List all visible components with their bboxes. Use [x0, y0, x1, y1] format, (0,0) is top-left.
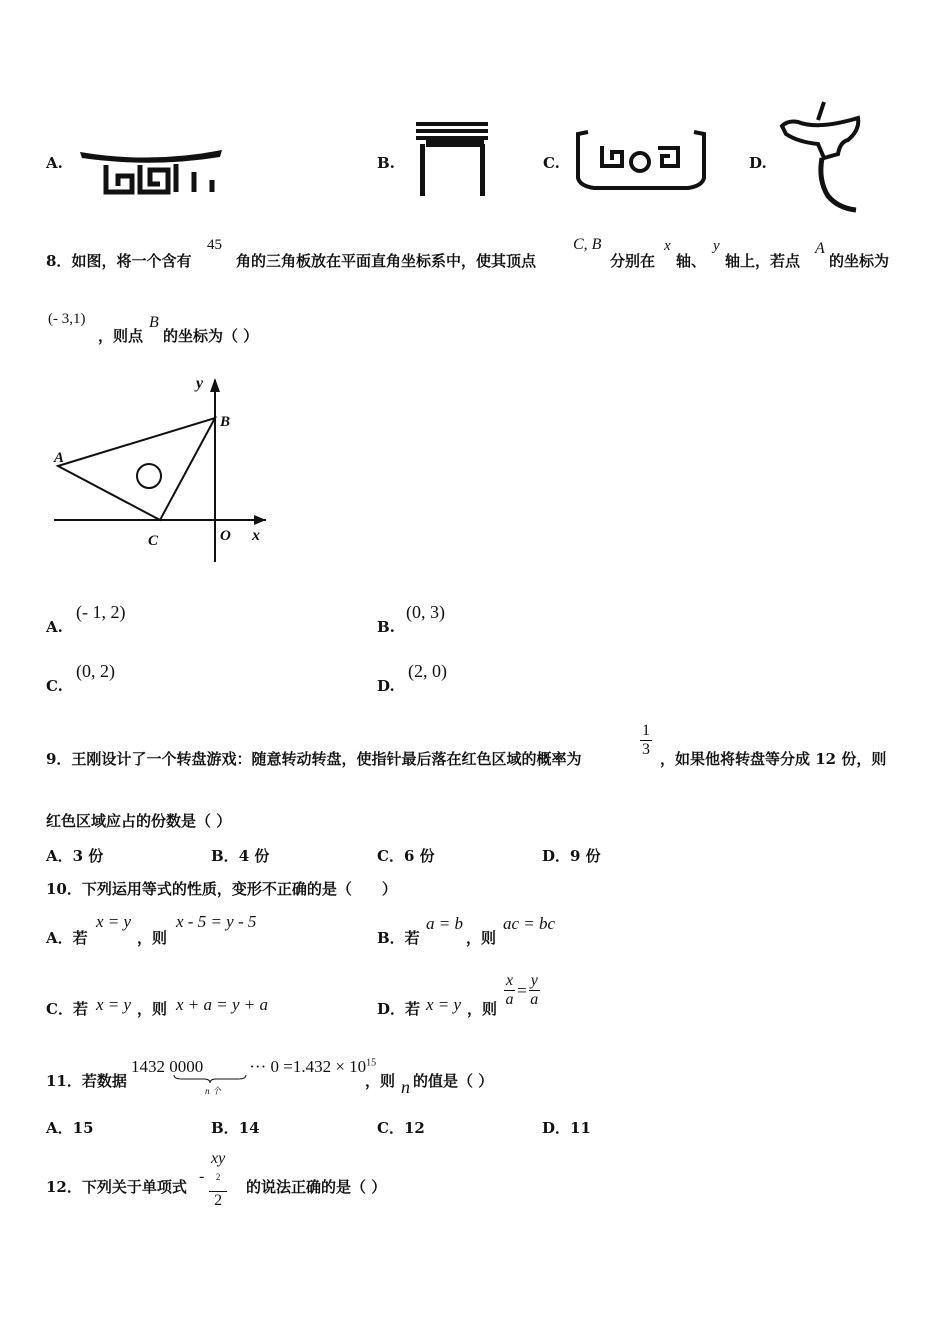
q8-figure-y-label: y	[196, 375, 204, 392]
q8-point-a: A	[815, 240, 825, 257]
q9-stem-line1b: ，如果他将转盘等分成 12 份，则	[660, 750, 887, 768]
q9-fraction-denominator: 3	[642, 741, 650, 758]
q9-stem-line2: 红色区域应占的份数是（ ）	[46, 812, 232, 830]
q7-label-c: C.	[543, 154, 560, 172]
q9-option-d	[542, 845, 601, 866]
q8-option-c-label: C.	[46, 677, 63, 695]
q11-n-var: n	[401, 1077, 410, 1097]
q7-label-a: A.	[46, 154, 63, 172]
q11-underbrace	[172, 1074, 248, 1084]
q11-option-b-label: B．	[211, 1119, 239, 1137]
q7-option-c-image	[574, 126, 708, 192]
q12-stem-number: 12．下列关于单项式	[46, 1178, 187, 1196]
q8-figure-c-label: C	[148, 533, 159, 549]
q10-d-fraction1-denominator: a	[505, 991, 514, 1008]
q10-d-fraction2-numerator: y	[530, 972, 538, 989]
q9-option-a	[46, 845, 103, 866]
q7-label-b: B.	[377, 154, 395, 172]
q11-option-a-value: 15	[72, 1119, 94, 1137]
q10-option-b-then: ，则	[466, 929, 497, 947]
q10-option-a-label: A．若	[46, 929, 88, 947]
q11-option-b	[211, 1117, 260, 1138]
q9-option-a-label: A．	[46, 847, 73, 865]
q10-option-d-condition: x = y	[426, 995, 462, 1014]
q10-option-a-result: x - 5 = y - 5	[176, 912, 257, 931]
q10-option-c-condition: x = y	[96, 995, 132, 1014]
q10-option-a-condition: x = y	[96, 912, 132, 931]
q8-text-3: 分别在	[610, 252, 656, 270]
q7-label-d: D.	[749, 154, 767, 172]
q8-y-var: y	[713, 238, 720, 254]
q8-text-1: 如图，将一个含有	[71, 252, 192, 270]
q10-option-b-result: ac = bc	[503, 914, 556, 933]
q8-point-b: B	[149, 314, 159, 331]
q11-option-a	[46, 1117, 94, 1138]
q8-x-var: x	[664, 238, 671, 254]
q9-option-b-label: B．	[211, 847, 239, 865]
q7-option-d-image	[778, 100, 864, 214]
q11-option-d-value: 11	[570, 1119, 591, 1137]
q10-d-fraction1-numerator: x	[506, 972, 514, 989]
q7-option-b-image	[412, 118, 494, 198]
q9-option-c-value: 6 份	[403, 847, 435, 865]
q9-option-a-value: 3 份	[72, 847, 104, 865]
q10-option-b-label: B．若	[377, 929, 420, 947]
q8-text-4: 轴、	[676, 252, 707, 270]
q11-expression-digits: 1432 0000	[131, 1057, 204, 1076]
q11-expression-rest: ··· 0 =1.432 × 10	[249, 1057, 367, 1076]
q11-option-c-label: C．	[377, 1119, 404, 1137]
q10-option-d-result	[504, 972, 540, 1009]
q8-option-d-label: D.	[377, 677, 395, 695]
q10-d-fraction2-denominator: a	[530, 991, 539, 1008]
q8-text-6: 的坐标为	[829, 252, 890, 270]
q10-option-a-then: ，则	[137, 929, 168, 947]
q11-option-c-value: 12	[403, 1119, 425, 1137]
q12-monomial-denominator: 2	[214, 1192, 223, 1210]
q10-option-c-label: C．若	[46, 1000, 88, 1018]
q8-option-a-value: (- 1, 2)	[76, 602, 126, 622]
q10-d-equals: =	[517, 980, 527, 1000]
q8-option-b-label: B.	[377, 618, 395, 636]
q10-option-c-result: x + a = y + a	[176, 995, 269, 1014]
q11-option-d	[542, 1117, 591, 1138]
q10-stem: 10．下列运用等式的性质，变形不正确的是（ ）	[46, 880, 397, 898]
q9-option-b	[211, 845, 269, 866]
q9-option-c	[377, 845, 435, 866]
q11-exponent: 15	[366, 1057, 377, 1069]
q8-figure	[44, 372, 276, 572]
q8-option-b-value: (0, 3)	[406, 602, 445, 622]
q8-angle: 45	[207, 237, 222, 253]
q10-option-d-then: ，则	[467, 1000, 498, 1018]
q8-coord-a: (- 3,1)	[48, 311, 86, 327]
q10-option-c-then: ，则	[137, 1000, 168, 1018]
q8-option-a-label: A.	[46, 618, 63, 636]
q11-option-b-value: 14	[238, 1119, 260, 1137]
q8-figure-b-label: B	[220, 414, 231, 430]
q8-figure-a-label: A	[54, 450, 65, 466]
q9-option-d-label: D．	[542, 847, 571, 865]
q8-text-8: 的坐标为（ ）	[163, 327, 259, 345]
q11-underbrace-label: n 个	[205, 1086, 221, 1096]
q8-option-d-value: (2, 0)	[408, 661, 447, 681]
q8-option-c-value: (0, 2)	[76, 661, 115, 681]
q8-figure-x-label: x	[252, 527, 260, 544]
q12-minus-sign: -	[199, 1168, 205, 1185]
q12-monomial-numerator-text: xy	[211, 1150, 226, 1167]
q9-stem-line1a: 9．王刚设计了一个转盘游戏：随意转动转盘，使指针最后落在红色区域的概率为	[46, 750, 582, 768]
q12-monomial	[209, 1150, 227, 1210]
q7-option-a-image	[76, 140, 226, 200]
q8-stem-line1	[46, 250, 191, 271]
q11-text-then: ，则	[365, 1072, 396, 1090]
q12-monomial-numerator	[209, 1150, 227, 1192]
q9-fraction-numerator: 1	[642, 722, 650, 739]
q11-option-d-label: D．	[542, 1119, 571, 1137]
q8-number: 8．	[46, 252, 72, 270]
q11-option-a-label: A．	[46, 1119, 73, 1137]
q12-text-tail: 的说法正确的是（ ）	[246, 1178, 387, 1196]
q12-monomial-exponent: 2	[215, 1172, 221, 1182]
q11-text-tail: 的值是（ ）	[413, 1072, 494, 1090]
q11-option-c	[377, 1117, 425, 1138]
q9-option-d-value: 9 份	[570, 847, 601, 865]
q8-text-7: ，则点	[98, 327, 144, 345]
q8-text-2: 角的三角板放在平面直角坐标系中，使其顶点	[236, 252, 537, 270]
q10-option-b-condition: a = b	[426, 914, 463, 933]
q10-option-d-label: D．若	[377, 1000, 421, 1018]
q8-vertices-cb: C, B	[573, 236, 602, 253]
q11-stem-number: 11．若数据	[46, 1072, 127, 1090]
q8-text-5: 轴上，若点	[725, 252, 801, 270]
q9-option-b-value: 4 份	[238, 847, 270, 865]
q8-figure-o-label: O	[220, 528, 231, 544]
q9-option-c-label: C．	[377, 847, 404, 865]
q11-expression	[131, 1057, 376, 1077]
q9-fraction	[640, 722, 652, 759]
